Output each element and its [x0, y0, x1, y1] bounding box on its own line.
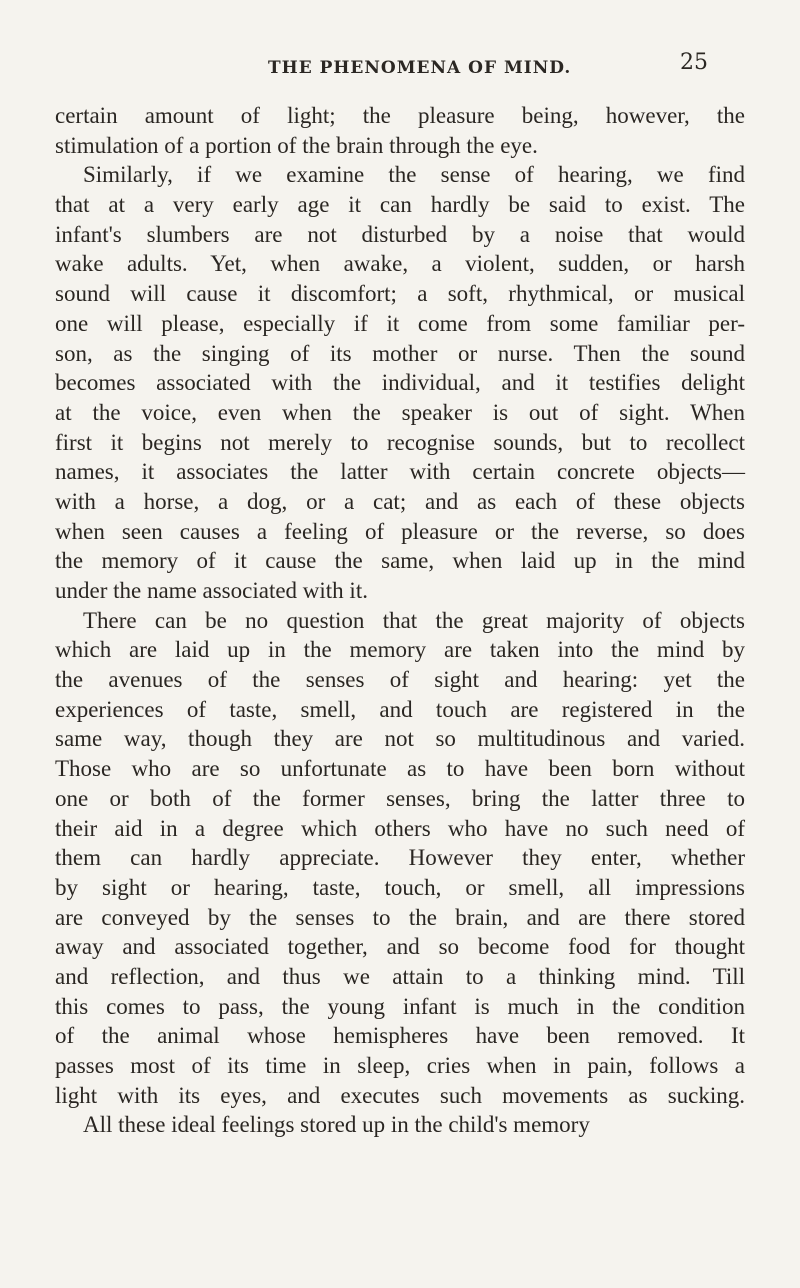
text-line: of the animal whose hemispheres have been removed. It	[55, 1023, 745, 1049]
page-number: 25	[680, 50, 708, 75]
text-line: are conveyed by the senses to the brain, and are there stored	[55, 904, 745, 930]
text-line: becomes associated with the individual, and it testifies delight	[55, 370, 745, 396]
text-line: and reflection, and thus we attain to a thinking mind. Till	[55, 963, 745, 989]
running-title: THE PHENOMENA OF MIND.	[268, 58, 572, 78]
text-line: which are laid up in the memory are taken into the mind by	[55, 637, 745, 663]
text-line: by sight or hearing, taste, touch, or smell, all impressions	[55, 874, 745, 900]
text-line: one or both of the former senses, bring the latter three to	[55, 785, 745, 811]
text-line: wake adults. Yet, when awake, a violent, sudden, or harsh	[55, 251, 745, 277]
text-line: first it begins not merely to recognise sounds, but to recollect	[55, 429, 745, 455]
text-line: All these ideal feelings stored up in the child's memory	[83, 1112, 590, 1138]
text-line: Similarly, if we examine the sense of hearing, we find	[83, 162, 745, 188]
text-line: at the voice, even when the speaker is out of sight. When	[55, 399, 745, 425]
text-line: son, as the singing of its mother or nurse. Then the sound	[55, 340, 745, 366]
text-line: certain amount of light; the pleasure being, however, the	[55, 103, 745, 128]
text-line: this comes to pass, the young infant is much in the condition	[55, 993, 745, 1019]
text-line: away and associated together, and so become food for thought	[55, 934, 745, 960]
text-line: them can hardly appreciate. However they enter, whether	[55, 845, 745, 871]
text-line: one will please, especially if it come from some familiar per-	[55, 310, 745, 336]
text-line: experiences of taste, smell, and touch are registered in the	[55, 696, 745, 722]
text-line: with a horse, a dog, or a cat; and as each of these objects	[55, 488, 745, 514]
text-line: names, it associates the latter with certain concrete objects—	[55, 459, 745, 485]
body-text	[55, 101, 745, 1140]
text-line: infant's slumbers are not disturbed by a noise that would	[55, 221, 745, 247]
text-line: when seen causes a feeling of pleasure or the reverse, so does	[55, 518, 745, 544]
text-line: same way, though they are not so multitudinous and varied.	[55, 726, 745, 752]
text-line: that at a very early age it can hardly be said to exist. The	[55, 192, 745, 218]
text-line: Those who are so unfortunate as to have been born without	[55, 756, 745, 782]
text-line: under the name associated with it.	[55, 578, 368, 603]
text-line: There can be no question that the great majority of objects	[83, 607, 745, 633]
text-line: passes most of its time in sleep, cries when in pain, follows a	[55, 1053, 745, 1078]
text-line: their aid in a degree which others who have no such need of	[55, 815, 745, 841]
text-line: the avenues of the senses of sight and hearing: yet the	[55, 667, 745, 693]
text-line: sound will cause it discomfort; a soft, rhythmical, or musical	[55, 281, 745, 307]
text-line: light with its eyes, and executes such movements as sucking.	[55, 1082, 745, 1108]
text-line: stimulation of a portion of the brain through the eye.	[55, 132, 538, 158]
text-line: the memory of it cause the same, when laid up in the mind	[55, 548, 745, 574]
